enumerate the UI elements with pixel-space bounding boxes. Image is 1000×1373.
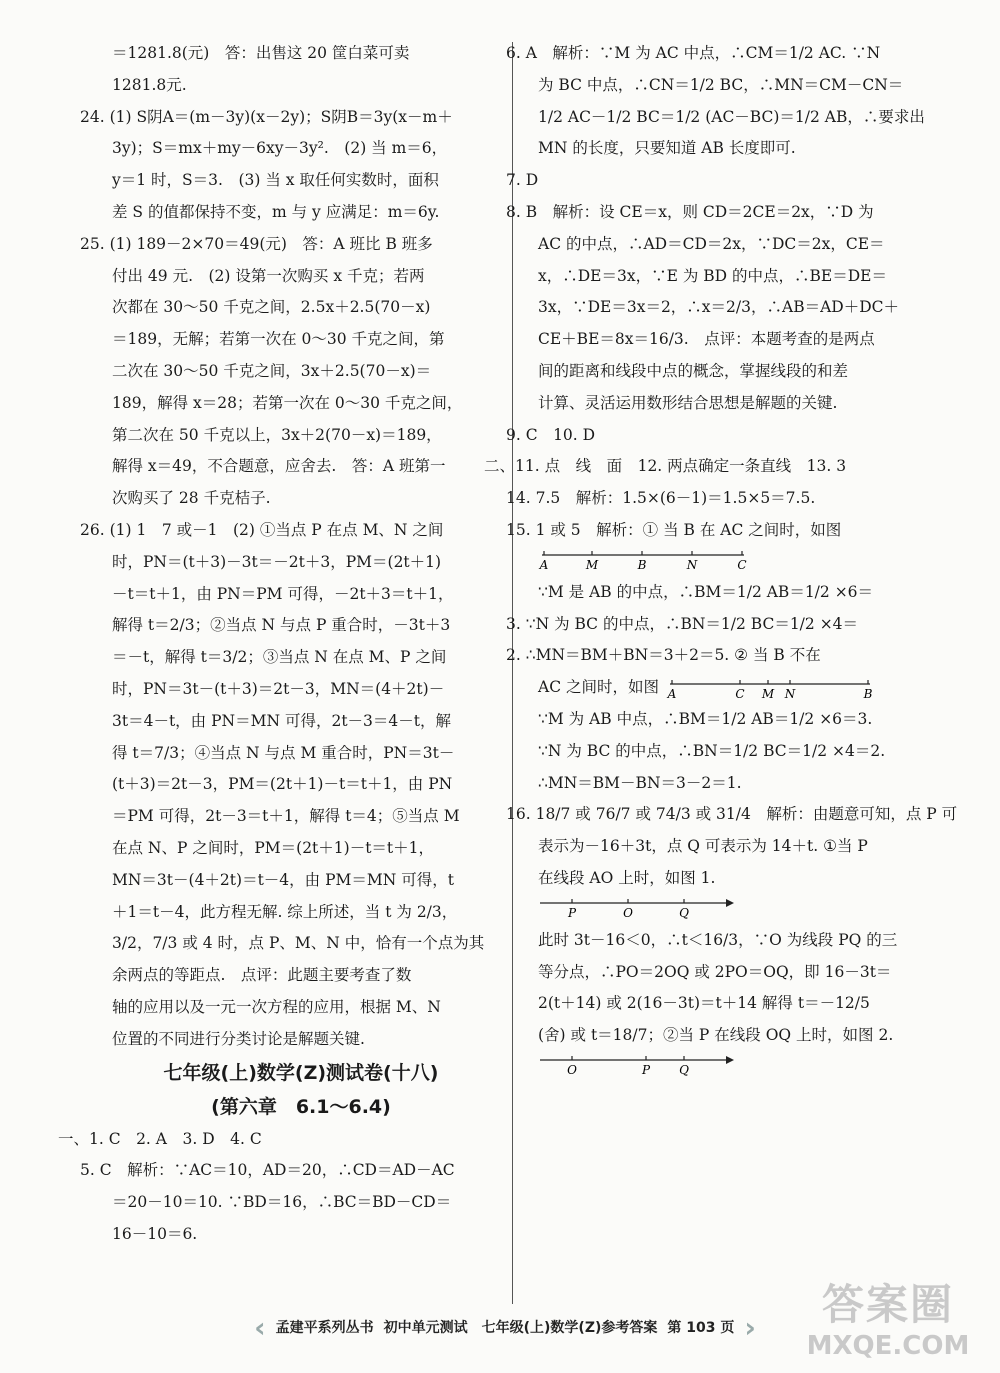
- footer-book: 初中单元测试 七年级(上)数学(Z)参考答案: [383, 1320, 658, 1336]
- point-label: O: [623, 905, 633, 920]
- text-line: 时，PN＝(t＋3)－3t＝－2t＋3，PM＝(2t＋1): [112, 552, 442, 571]
- text-line: 在线段 AO 上时，如图 1.: [538, 868, 716, 887]
- text-line: 二、11. 点 线 面 12. 两点确定一条直线 13. 3: [484, 457, 847, 476]
- text-line: 一、1. C 2. A 3. D 4. C: [58, 1129, 262, 1148]
- text-line: ＝PM 可得，2t－3＝t＋1，解得 t＝4；⑤当点 M: [112, 807, 460, 826]
- figure-segment-ambnc: [538, 547, 926, 577]
- section-title: 七年级(上)数学(Z)测试卷(十八): [163, 1061, 439, 1084]
- text-line: 第二次在 50 千克以上，3x＋2(70－x)＝189，: [112, 425, 442, 444]
- text-line: 位置的不同进行分类讨论是解题关键.: [112, 1029, 365, 1048]
- text-line: y＝1 时，S＝3. (3) 当 x 取任何实数时，面积: [112, 171, 439, 190]
- section-subtitle: (第六章 6.1～6.4): [211, 1095, 391, 1118]
- figure-1-number-line: [538, 895, 926, 925]
- text-line: 3/2，7/3 或 4 时，点 P、M、N 中，恰有一个点为其: [112, 934, 485, 953]
- text-line: 2(t＋14) 或 2(16－3t)＝t＋14 解得 t＝－12/5: [538, 994, 870, 1013]
- point-label: B: [863, 687, 873, 702]
- watermark-line-2: MXQE.COM: [806, 1331, 970, 1361]
- text-line: 5. C 解析：∵AC＝10，AD＝20，∴CD＝AD－AC: [80, 1161, 455, 1180]
- text-line: 3t＝4－t，由 PN＝MN 可得，2t－3＝4－t，解: [112, 711, 452, 730]
- watermark-line-1: 答案圈: [821, 1280, 954, 1329]
- text-line: 二次在 30～50 千克之间，3x＋2.5(70－x)＝: [112, 361, 432, 380]
- text-line: 时，PN＝3t－(t＋3)＝2t－3，MN＝(4＋2t)－: [112, 679, 445, 698]
- text-line: 8. B 解析：设 CE＝x，则 CD＝2CE＝2x，∵D 为: [506, 202, 874, 221]
- point-label: M: [585, 557, 599, 572]
- text-line: －t＝t＋1，由 PN＝PM 可得，－2t＋3＝t＋1，: [112, 584, 454, 603]
- text-line: 次购买了 28 千克桔子.: [112, 489, 271, 508]
- point-label: N: [686, 557, 698, 572]
- text-line: 7. D: [506, 171, 539, 190]
- text-line: 6. A 解析：∵M 为 AC 中点，∴CM＝1/2 AC. ∵N: [506, 44, 881, 62]
- text-line: 轴的应用以及一元一次方程的应用，根据 M、N: [112, 997, 441, 1016]
- text-line: 在点 N、P 之间时，PM＝(2t＋1)－t＝t＋1，: [112, 838, 435, 857]
- text-line: 2. ∴MN＝BM＋BN＝3＋2＝5. ② 当 B 不在: [506, 646, 821, 665]
- text-line: 1/2 AC－1/2 BC＝1/2 (AC－BC)＝1/2 AB，∴要求出: [538, 107, 925, 126]
- left-column: [58, 38, 490, 1251]
- text-line: ∵M 为 AB 中点，∴BM＝1/2 AB＝1/2 ×6＝3.: [538, 709, 873, 728]
- point-label: N: [784, 687, 796, 702]
- text-line: 15. 1 或 5 解析：① 当 B 在 AC 之间时，如图: [506, 520, 842, 539]
- text-line: (舍) 或 t＝18/7；②当 P 在线段 OQ 上时，如图 2.: [538, 1026, 894, 1045]
- text-line: (t＋3)＝2t－3，PM＝(2t＋1)－t＝t＋1，由 PN: [112, 775, 453, 794]
- text-line: ＋1＝t－4，此方程无解. 综上所述，当 t 为 2/3，: [112, 902, 458, 921]
- footer-page-number: 第 103 页: [667, 1320, 735, 1336]
- chevron-left-icon: ‹: [254, 1310, 266, 1344]
- point-label: P: [567, 905, 577, 920]
- text-line: 次都在 30～50 千克之间，2.5x＋2.5(70－x): [112, 298, 431, 317]
- point-label: C: [737, 557, 747, 572]
- figure-2-line: [538, 672, 926, 704]
- point-label: Q: [679, 1062, 689, 1077]
- point-label: A: [539, 557, 549, 572]
- right-column: [484, 38, 958, 1082]
- text-line: 解得 t＝2/3；②当点 N 与点 P 重合时，－3t＋3: [112, 616, 451, 635]
- text-line: ∴MN＝BM－BN＝3－2＝1.: [538, 773, 742, 792]
- footer-series: 孟建平系列丛书: [275, 1320, 374, 1336]
- text-line: 解得 x＝49，不合题意，应舍去. 答：A 班第一: [112, 457, 446, 476]
- point-label: O: [567, 1062, 577, 1077]
- text-line: ＝－t，解得 t＝3/2；③当点 N 在点 M、P 之间: [112, 648, 447, 667]
- text-line: 9. C 10. D: [506, 425, 596, 444]
- text-line: ＝20－10＝10. ∵BD＝16，∴BC＝BD－CD＝: [112, 1193, 452, 1212]
- text-line: MN 的长度，只要知道 AB 长度即可.: [538, 139, 796, 158]
- text-line: CE＋BE＝8x＝16/3. 点评：本题考查的是两点: [538, 330, 875, 349]
- point-label: A: [667, 687, 677, 702]
- text-line: 24. (1) S阴A＝(m－3y)(x－2y)；S阴B＝3y(x－m＋: [80, 107, 453, 126]
- text-line: 1281.8元.: [112, 75, 187, 94]
- text-line: 16. 18/7 或 76/7 或 74/3 或 31/4 解析：由题意可知，点 P 可: [506, 805, 958, 824]
- text-line: 25. (1) 189－2×70＝49(元) 答：A 班比 B 班多: [80, 234, 433, 253]
- text-line: 得 t＝7/3；④当点 N 与点 M 重合时，PN＝3t－: [112, 743, 455, 762]
- text-line: 14. 7.5 解析：1.5×(6－1)＝1.5×5＝7.5.: [506, 489, 816, 508]
- text-line: 表示为－16＋3t，点 Q 可表示为 14＋t. ①当 P: [538, 837, 868, 856]
- text-line: x，∴DE＝3x，∵E 为 BD 的中点，∴BE＝DE＝: [538, 266, 887, 285]
- text-line: 此时 3t－16＜0，∴t＜16/3，∵O 为线段 PQ 的三: [538, 930, 898, 949]
- page-footer: [225, 1307, 785, 1347]
- text-line: ＝189，无解；若第一次在 0～30 千克之间，第: [112, 330, 445, 349]
- text-line: 3. ∵N 为 BC 的中点，∴BN＝1/2 BC＝1/2 ×4＝: [506, 614, 859, 633]
- point-label: B: [637, 557, 647, 572]
- chevron-right-icon: ›: [744, 1310, 756, 1344]
- text-line: 为 BC 中点，∴CN＝1/2 BC，∴MN＝CM－CN＝: [538, 75, 904, 94]
- text-line: ∵M 是 AB 的中点，∴BM＝1/2 AB＝1/2 ×6＝: [538, 582, 874, 601]
- figure-2-prefix: AC 之间时，如图: [538, 678, 659, 697]
- figure-2-number-line: [538, 1052, 926, 1082]
- point-label: C: [735, 687, 745, 702]
- text-line: AC 的中点，∴AD＝CD＝2x，∵DC＝2x，CE＝: [538, 234, 885, 253]
- text-line: ＝1281.8(元) 答：出售这 20 筐白菜可卖: [112, 44, 410, 62]
- text-line: 差 S 的值都保持不变，m 与 y 应满足：m＝6y.: [112, 202, 440, 221]
- column-divider: [512, 42, 513, 1304]
- text-line: 付出 49 元. (2) 设第一次购买 x 千克；若两: [112, 266, 425, 285]
- text-line: 余两点的等距点. 点评：此题主要考查了数: [112, 966, 412, 985]
- text-line: 189，解得 x＝28；若第一次在 0～30 千克之间，: [112, 393, 463, 412]
- point-label: P: [641, 1062, 651, 1077]
- point-label: Q: [679, 905, 689, 920]
- text-line: ∵N 为 BC 的中点，∴BN＝1/2 BC＝1/2 ×4＝2.: [538, 741, 886, 760]
- point-label: M: [761, 687, 775, 702]
- text-line: 16－10＝6.: [112, 1224, 198, 1243]
- text-line: 计算、灵活运用数形结合思想是解题的关键.: [538, 393, 838, 412]
- text-line: 3y)；S＝mx＋my－6xy－3y². (2) 当 m＝6，: [112, 139, 448, 158]
- text-line: MN＝3t－(4＋2t)＝t－4，由 PM＝MN 可得，t: [112, 870, 454, 889]
- text-line: 间的距离和线段中点的概念，掌握线段的和差: [538, 361, 849, 380]
- text-line: 3x，∵DE＝3x＝2，∴x＝2/3，∴AB＝AD＋DC＋: [538, 298, 899, 317]
- text-line: 26. (1) 1 7 或－1 (2) ①当点 P 在点 M、N 之间: [80, 520, 444, 539]
- watermark-logo: [788, 1279, 988, 1369]
- text-line: 等分点，∴PO＝2OQ 或 2PO＝OQ，即 16－3t＝: [538, 962, 892, 981]
